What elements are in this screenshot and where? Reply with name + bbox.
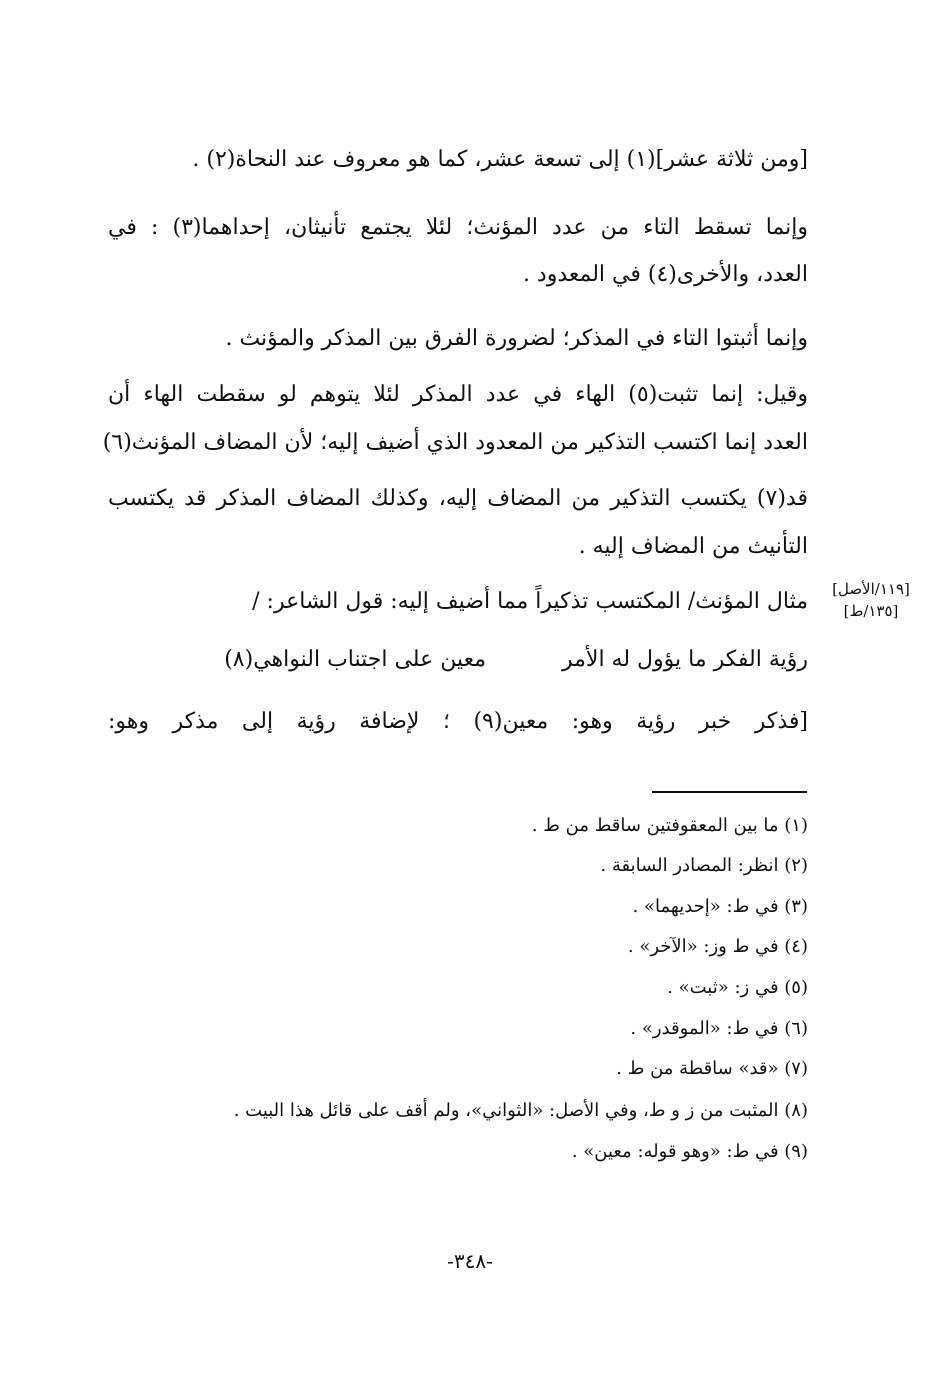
body-line-6: العدد إنما اكتسب التذكير من المعدود الذي أضيف إليه؛ لأن المضاف المؤنث(٦) [102, 430, 808, 455]
body-line-7: قد(٧) يكتسب التذكير من المضاف إليه، وكذلك المضاف المذكر قد يكتسب [108, 486, 808, 511]
footnote-separator [652, 791, 807, 793]
footnote-6: (٦) في ط: «الموقدر» . [630, 1018, 808, 1039]
footnote-5: (٥) في ز: «ثبت» . [667, 977, 808, 998]
margin-reference-asl: [١١٩/الأصل] [832, 580, 910, 598]
footnote-4: (٤) في ط وز: «الآخر» . [627, 936, 808, 957]
body-line-last: [فذكر خبر رؤية وهو: معين(٩) ؛ لإضافة رؤية إلى مذكر وهو: [108, 709, 808, 734]
footnote-7: (٧) «قد» ساقطة من ط . [616, 1058, 808, 1079]
page-number: -٣٤٨- [447, 1249, 493, 1273]
margin-reference [812, 578, 930, 622]
footnote-1: (١) ما بين المعقوفتين ساقط من ط . [531, 815, 808, 836]
verse-second-hemistich: معين على اجتناب النواهي(٨) [224, 647, 486, 672]
body-line-8: التأنيث من المضاف إليه . [578, 534, 808, 559]
footnote-2: (٢) انظر: المصادر السابقة . [600, 855, 808, 876]
body-line-9: مثال المؤنث/ المكتسب تذكيراً مما أضيف إليه: قول الشاعر: / [252, 589, 808, 614]
body-line-5: وقيل: إنما تثبت(٥) الهاء في عدد المذكر لئلا يتوهم لو سقطت الهاء أن [108, 382, 808, 407]
body-line-1: [ومن ثلاثة عشر](١) إلى تسعة عشر، كما هو معروف عند النحاة(٢) . [192, 147, 808, 172]
footnote-3: (٣) في ط: «إحديهما» . [632, 896, 808, 917]
body-line-3: العدد، والأخرى(٤) في المعدود . [522, 262, 808, 287]
body-line-4: وإنما أثبتوا التاء في المذكر؛ لضرورة الفرق بين المذكر والمؤنث . [225, 326, 808, 351]
verse-first-hemistich: رؤية الفكر ما يؤول له الأمر [561, 647, 808, 672]
footnote-9: (٩) في ط: «وهو قوله: معين» . [571, 1141, 808, 1162]
margin-reference-ta: [١٣٥/ط] [843, 602, 899, 620]
body-line-2: وإنما تسقط التاء من عدد المؤنث؛ لئلا يجتمع تأنيثان، إحداهما(٣) : في [108, 215, 808, 240]
footnote-8: (٨) المثبت من ز و ط، وفي الأصل: «الثواني»، ولم أقف على قائل هذا البيت . [233, 1100, 808, 1121]
